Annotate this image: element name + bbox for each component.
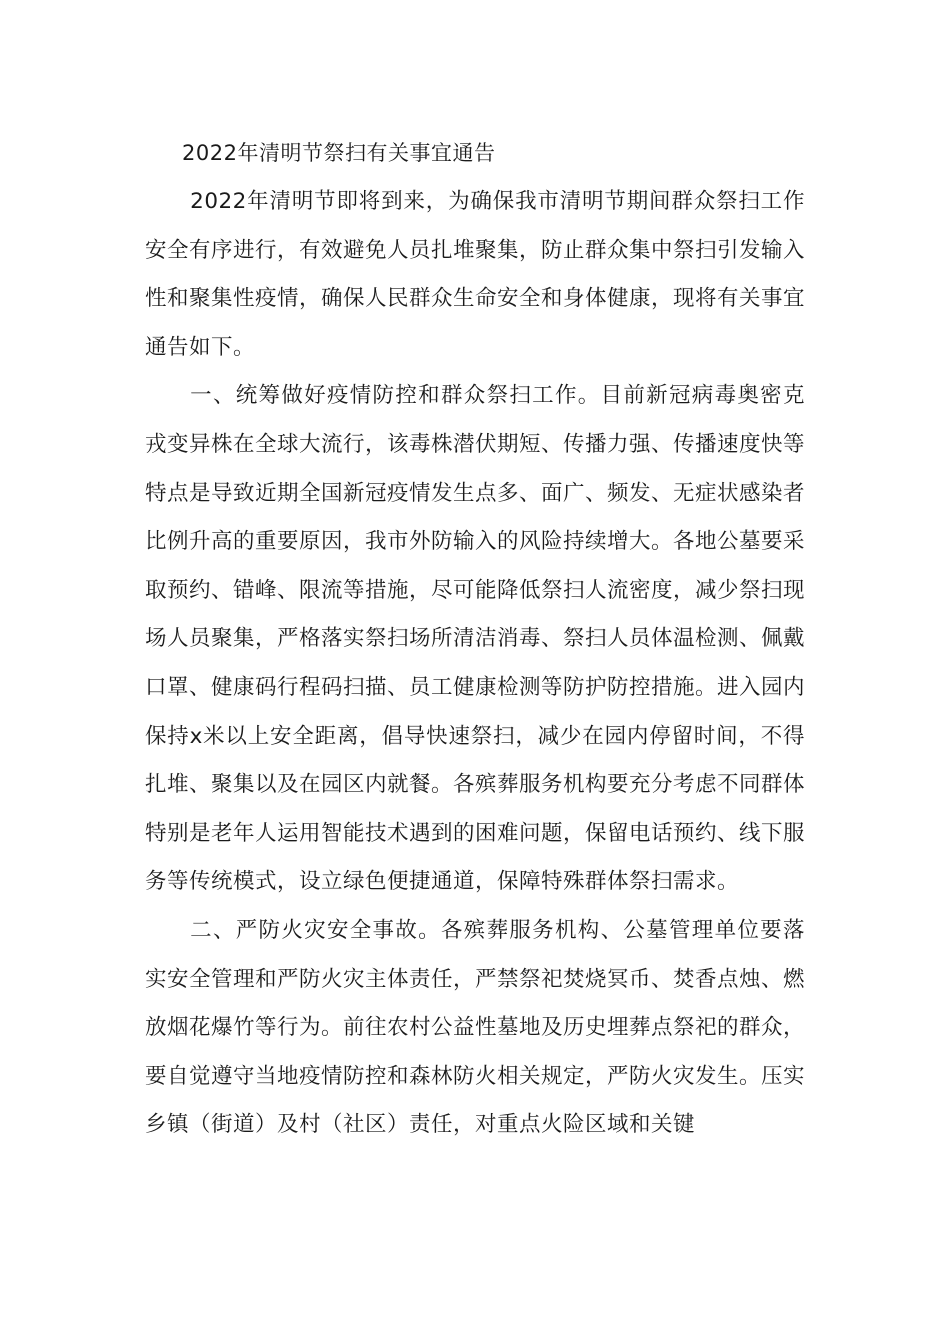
document-body <box>145 178 805 1150</box>
paragraph-section-1: 一、统筹做好疫情防控和群众祭扫工作。目前新冠病毒奥密克戎变异株在全球大流行，该毒株潜伏期短、传播力强、传播速度快等特点是导致近期全国新冠疫情发生点多、面广、频发、无症状感染者比例升高的重要原因，我市外防输入的风险持续增大。各地公墓要采取预约、错峰、限流等措施，尽可能降低祭扫人流密度，减少祭扫现场人员聚集，严格落实祭扫场所清洁消毒、祭扫人员体温检测、佩戴口罩、健康码行程码扫描、员工健康检测等防护防控措施。进入园内保持x米以上安全距离，倡导快速祭扫，减少在园内停留时间，不得扎堆、聚集以及在园区内就餐。各殡葬服务机构要充分考虑不同群体特别是老年人运用智能技术遇到的困难问题，保留电话预约、线下服务等传统模式，设立绿色便捷通道，保障特殊群体祭扫需求。 <box>145 383 806 895</box>
paragraph-intro: 2022年清明节即将到来，为确保我市清明节期间群众祭扫工作安全有序进行，有效避免人员扎堆聚集，防止群众集中祭扫引发输入性和聚集性疫情，确保人民群众生命安全和身体健康，现将有关事宜通告如下。 <box>145 189 806 360</box>
paragraph-section-2: 二、严防火灾安全事故。各殡葬服务机构、公墓管理单位要落实安全管理和严防火灾主体责任，严禁祭祀焚烧冥币、焚香点烛、燃放烟花爆竹等行为。前往农村公益性墓地及历史埋葬点祭祀的群众，要自觉遵守当地疫情防控和森林防火相关规定，严防火灾发生。压实乡镇（街道）及村（社区）责任，对重点火险区域和关键 <box>145 917 806 1138</box>
document-title: 2022年清明节祭扫有关事宜通告 <box>182 141 496 165</box>
